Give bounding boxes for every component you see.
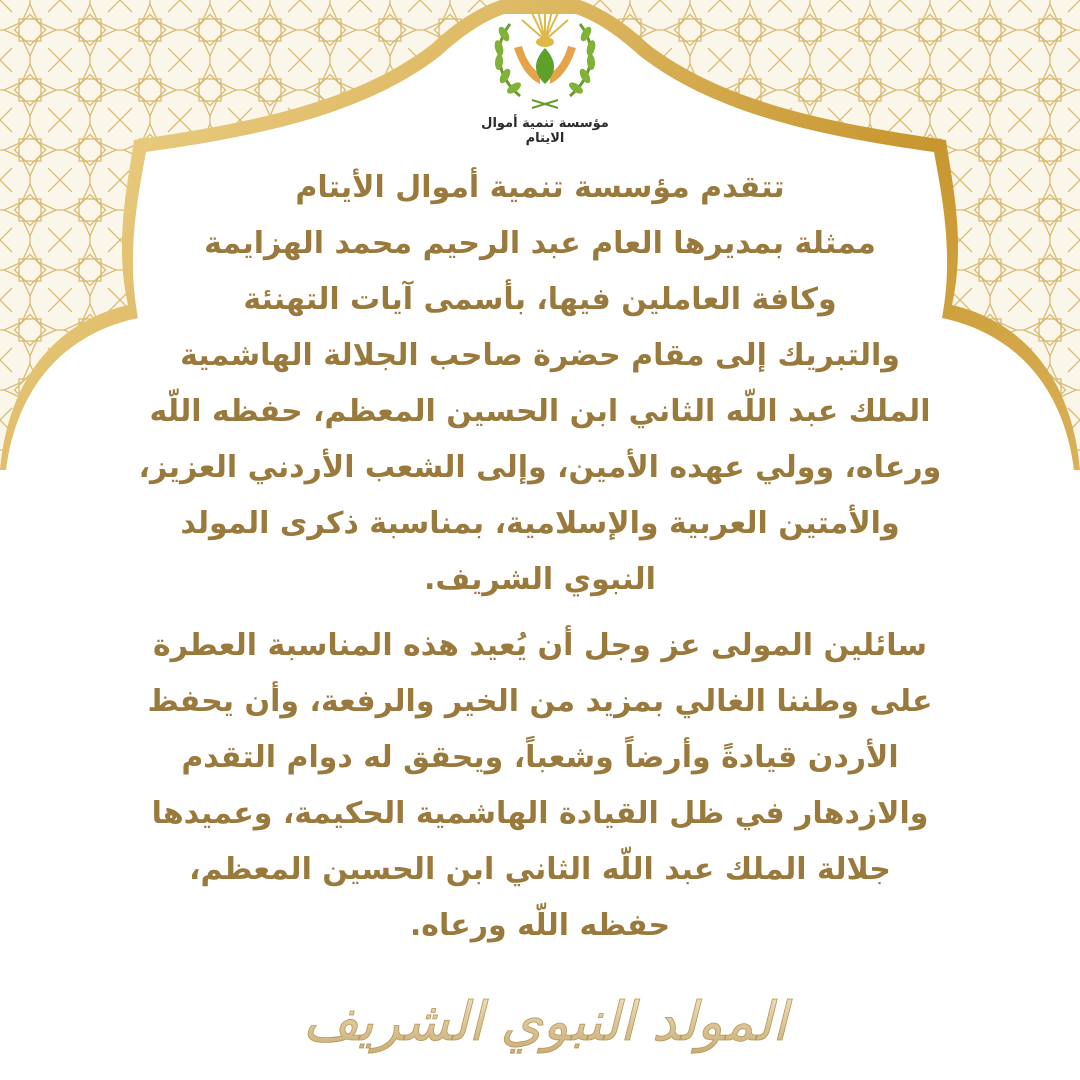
foundation-name: مؤسسة تنمية أموال الايتام	[481, 116, 609, 146]
greeting-line: ورعاه، وولي عهده الأمين، وإلى الشعب الأردني العزيز،	[138, 450, 942, 485]
greeting-line: وكافة العاملين فيها، بأسمى آيات التهنئة	[243, 282, 837, 317]
foundation-logo	[460, 4, 630, 146]
calligraphy-text: المولد النبوي الشريف	[302, 990, 788, 1053]
prayer-line: سائلين المولى عز وجل أن يُعيد هذه المناسبة العطرة	[152, 628, 928, 663]
prayer-line: والازدهار في ظل القيادة الهاشمية الحكيمة، وعميدها	[151, 796, 929, 831]
greeting-paragraph	[90, 160, 990, 608]
greeting-line: ممثلة بمديرها العام عبد الرحيم محمد الهزايمة	[204, 226, 876, 261]
greeting-line: الملك عبد اللّه الثاني ابن الحسين المعظم، حفظه اللّه	[149, 394, 931, 429]
prayer-line: حفظه اللّه ورعاه.	[409, 908, 671, 943]
greeting-line: النبوي الشريف.	[424, 562, 656, 597]
hands-wheat-logo-icon	[480, 4, 610, 116]
mawlid-calligraphy	[302, 962, 788, 1072]
prayer-line: الأردن قيادةً وأرضاً وشعباً، ويحقق له دوام التقدم	[181, 740, 899, 775]
greeting-line: والأمتين العربية والإسلامية، بمناسبة ذكرى المولد	[180, 506, 900, 541]
prayer-line: جلالة الملك عبد اللّه الثاني ابن الحسين المعظم،	[189, 852, 891, 887]
greeting-line: والتبريك إلى مقام حضرة صاحب الجلالة الهاشمية	[180, 338, 900, 373]
prayer-paragraph	[90, 618, 990, 954]
prayer-line: على وطننا الغالي بمزيد من الخير والرفعة، وأن يحفظ	[147, 684, 933, 719]
greeting-line: تتقدم مؤسسة تنمية أموال الأيتام	[295, 170, 785, 205]
